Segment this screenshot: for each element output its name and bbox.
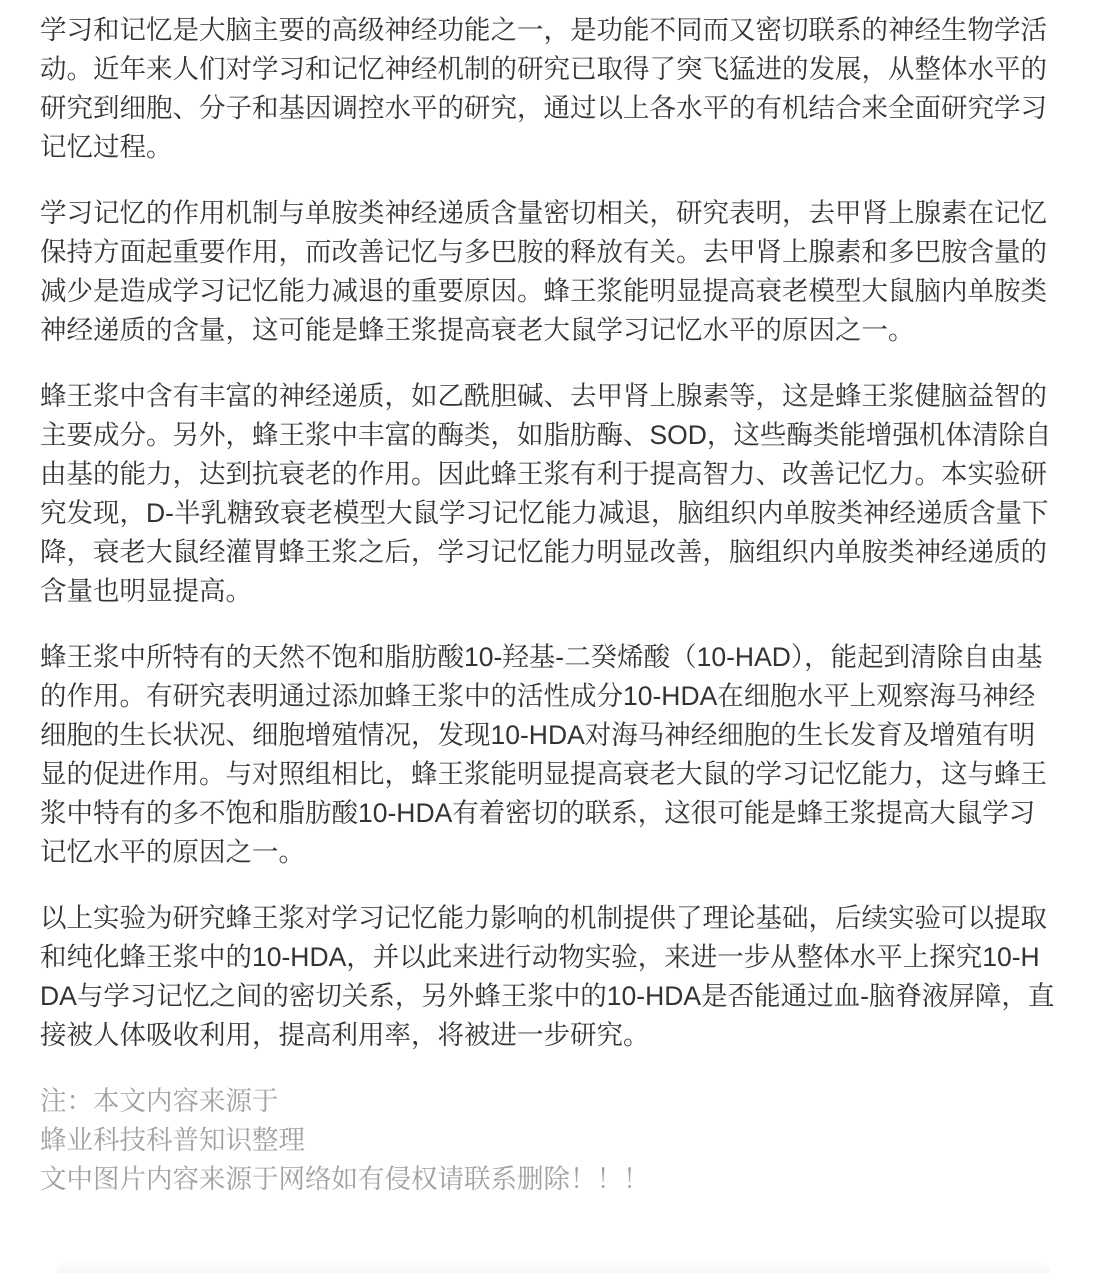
note-line-organizer: 蜂业科技科普知识整理 (40, 1125, 305, 1155)
paragraph-learning-memory-intro: 学习和记忆是大脑主要的高级神经功能之一，是功能不同而又密切联系的神经生物学活动。近年来人们对学习和记忆神经机制的研究已取得了突飞猛进的发展，从整体水平的研究到细胞、分子和基因调控水平的研究，通过以上各水平的有机结合来全面研究学习记忆过程。 (40, 15, 1047, 162)
paragraph-10-hda-effect: 蜂王浆中所特有的天然不饱和脂肪酸10-羟基-二癸烯酸（10-HAD），能起到清除自由基的作用。有研究表明通过添加蜂王浆中的活性成分10-HDA在细胞水平上观察海马神经细胞的生长状况、细胞增殖情况，发现10-HDA对海马神经细胞的生长发育及增殖有明显的促进作用。与对照组相比，蜂王浆能明显提高衰老大鼠的学习记忆能力，这与蜂王浆中特有的多不饱和脂肪酸10-HDA有着密切的联系，这很可能是蜂王浆提高大鼠学习记忆水平的原因之一。 (40, 642, 1047, 867)
note-line-disclaimer: 文中图片内容来源于网络如有侵权请联系删除！！！ (40, 1164, 650, 1194)
paragraph-conclusion: 以上实验为研究蜂王浆对学习记忆能力影响的机制提供了理论基础，后续实验可以提取和纯化蜂王浆中的10-HDA，并以此来进行动物实验，来进一步从整体水平上探究10-HDA与学习记忆之间的密切关系，另外蜂王浆中的10-HDA是否能通过血-脑脊液屏障，直接被人体吸收利用，提高利用率，将被进一步研究。 (40, 903, 1055, 1050)
source-note (40, 1082, 1056, 1199)
note-line-source: 注：本文内容来源于 (40, 1086, 279, 1116)
related-card-top-edge (56, 1262, 1050, 1273)
paragraph-neurotransmitter-mechanism: 学习记忆的作用机制与单胺类神经递质含量密切相关，研究表明，去甲肾上腺素在记忆保持方面起重要作用，而改善记忆与多巴胺的释放有关。去甲肾上腺素和多巴胺含量的减少是造成学习记忆能力减退的重要原因。蜂王浆能明显提高衰老模型大鼠脑内单胺类神经递质的含量，这可能是蜂王浆提高衰老大鼠学习记忆水平的原因之一。 (40, 198, 1047, 345)
paragraph-royal-jelly-components: 蜂王浆中含有丰富的神经递质，如乙酰胆碱、去甲肾上腺素等，这是蜂王浆健脑益智的主要成分。另外，蜂王浆中丰富的酶类，如脂肪酶、SOD，这些酶类能增强机体清除自由基的能力，达到抗衰老的作用。因此蜂王浆有利于提高智力、改善记忆力。本实验研究发现，D-半乳糖致衰老模型大鼠学习记忆能力减退，脑组织内单胺类神经递质含量下降，衰老大鼠经灌胃蜂王浆之后，学习记忆能力明显改善，脑组织内单胺类神经递质的含量也明显提高。 (40, 381, 1052, 606)
